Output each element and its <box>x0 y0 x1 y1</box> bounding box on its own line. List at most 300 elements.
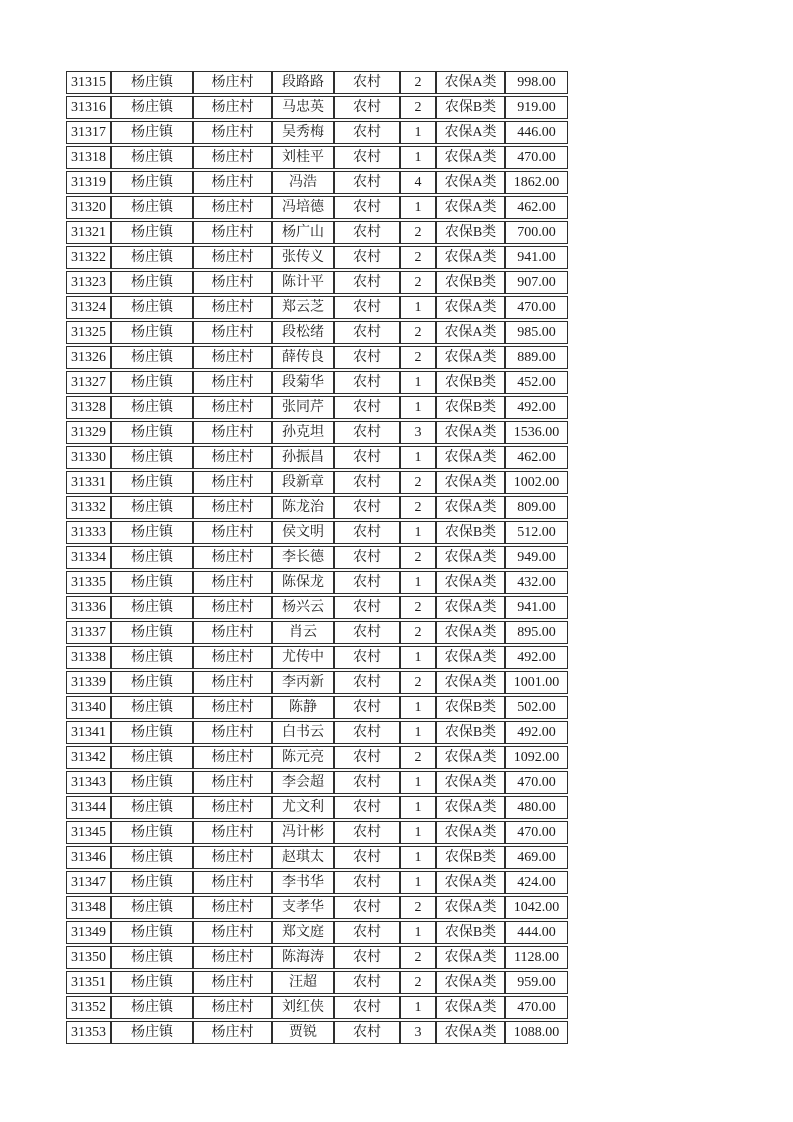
cell-area-type: 农村 <box>334 396 400 419</box>
cell-amount: 985.00 <box>505 321 568 344</box>
cell-town: 杨庄镇 <box>111 221 193 244</box>
cell-town: 杨庄镇 <box>111 246 193 269</box>
cell-name: 段路路 <box>272 71 334 94</box>
cell-village: 杨庄村 <box>193 221 272 244</box>
cell-area-type: 农村 <box>334 921 400 944</box>
cell-person-count: 1 <box>400 196 436 219</box>
cell-person-count: 1 <box>400 446 436 469</box>
table-row <box>66 996 568 1019</box>
cell-village: 杨庄村 <box>193 996 272 1019</box>
cell-person-count: 1 <box>400 121 436 144</box>
cell-town: 杨庄镇 <box>111 71 193 94</box>
cell-name: 陈元亮 <box>272 746 334 769</box>
cell-name: 杨兴云 <box>272 596 334 619</box>
cell-person-count: 1 <box>400 871 436 894</box>
cell-person-count: 2 <box>400 321 436 344</box>
table-row <box>66 621 568 644</box>
cell-insurance-class: 农保A类 <box>436 246 505 269</box>
cell-area-type: 农村 <box>334 671 400 694</box>
table-row <box>66 246 568 269</box>
cell-person-count: 2 <box>400 746 436 769</box>
cell-amount: 907.00 <box>505 271 568 294</box>
cell-area-type: 农村 <box>334 171 400 194</box>
cell-name: 段菊华 <box>272 371 334 394</box>
cell-record-id: 31328 <box>66 396 111 419</box>
cell-amount: 480.00 <box>505 796 568 819</box>
cell-village: 杨庄村 <box>193 271 272 294</box>
cell-insurance-class: 农保B类 <box>436 271 505 294</box>
cell-person-count: 2 <box>400 946 436 969</box>
table-row <box>66 296 568 319</box>
cell-village: 杨庄村 <box>193 71 272 94</box>
cell-insurance-class: 农保A类 <box>436 746 505 769</box>
cell-amount: 1862.00 <box>505 171 568 194</box>
table-row <box>66 396 568 419</box>
cell-insurance-class: 农保A类 <box>436 1021 505 1044</box>
cell-insurance-class: 农保A类 <box>436 571 505 594</box>
cell-insurance-class: 农保A类 <box>436 471 505 494</box>
cell-village: 杨庄村 <box>193 521 272 544</box>
cell-insurance-class: 农保A类 <box>436 296 505 319</box>
cell-insurance-class: 农保A类 <box>436 871 505 894</box>
cell-person-count: 2 <box>400 621 436 644</box>
cell-village: 杨庄村 <box>193 846 272 869</box>
cell-record-id: 31347 <box>66 871 111 894</box>
cell-insurance-class: 农保A类 <box>436 196 505 219</box>
cell-insurance-class: 农保A类 <box>436 421 505 444</box>
cell-amount: 462.00 <box>505 196 568 219</box>
cell-record-id: 31338 <box>66 646 111 669</box>
table-row <box>66 321 568 344</box>
cell-name: 孙振昌 <box>272 446 334 469</box>
cell-area-type: 农村 <box>334 646 400 669</box>
cell-town: 杨庄镇 <box>111 271 193 294</box>
cell-name: 支孝华 <box>272 896 334 919</box>
cell-insurance-class: 农保A类 <box>436 596 505 619</box>
cell-name: 郑云芝 <box>272 296 334 319</box>
table-row <box>66 521 568 544</box>
cell-town: 杨庄镇 <box>111 646 193 669</box>
cell-name: 冯浩 <box>272 171 334 194</box>
cell-person-count: 2 <box>400 596 436 619</box>
cell-town: 杨庄镇 <box>111 396 193 419</box>
cell-area-type: 农村 <box>334 271 400 294</box>
cell-amount: 470.00 <box>505 146 568 169</box>
table-row <box>66 821 568 844</box>
cell-insurance-class: 农保A类 <box>436 821 505 844</box>
cell-village: 杨庄村 <box>193 421 272 444</box>
cell-town: 杨庄镇 <box>111 596 193 619</box>
cell-insurance-class: 农保B类 <box>436 96 505 119</box>
cell-village: 杨庄村 <box>193 296 272 319</box>
cell-town: 杨庄镇 <box>111 471 193 494</box>
cell-town: 杨庄镇 <box>111 671 193 694</box>
cell-person-count: 2 <box>400 346 436 369</box>
cell-town: 杨庄镇 <box>111 546 193 569</box>
cell-record-id: 31317 <box>66 121 111 144</box>
cell-name: 陈静 <box>272 696 334 719</box>
cell-village: 杨庄村 <box>193 621 272 644</box>
cell-record-id: 31345 <box>66 821 111 844</box>
table-row <box>66 721 568 744</box>
table-row <box>66 71 568 94</box>
cell-insurance-class: 农保B类 <box>436 846 505 869</box>
cell-record-id: 31315 <box>66 71 111 94</box>
cell-amount: 700.00 <box>505 221 568 244</box>
table-row <box>66 496 568 519</box>
cell-town: 杨庄镇 <box>111 171 193 194</box>
cell-town: 杨庄镇 <box>111 521 193 544</box>
cell-town: 杨庄镇 <box>111 846 193 869</box>
cell-insurance-class: 农保B类 <box>436 696 505 719</box>
cell-name: 段新章 <box>272 471 334 494</box>
cell-insurance-class: 农保A类 <box>436 771 505 794</box>
table-row <box>66 96 568 119</box>
cell-area-type: 农村 <box>334 71 400 94</box>
cell-name: 陈计平 <box>272 271 334 294</box>
cell-record-id: 31350 <box>66 946 111 969</box>
table-row <box>66 771 568 794</box>
cell-record-id: 31348 <box>66 896 111 919</box>
table-row <box>66 846 568 869</box>
cell-area-type: 农村 <box>334 571 400 594</box>
cell-town: 杨庄镇 <box>111 821 193 844</box>
cell-area-type: 农村 <box>334 971 400 994</box>
cell-name: 李长德 <box>272 546 334 569</box>
cell-person-count: 1 <box>400 371 436 394</box>
cell-amount: 462.00 <box>505 446 568 469</box>
cell-village: 杨庄村 <box>193 696 272 719</box>
cell-area-type: 农村 <box>334 96 400 119</box>
cell-record-id: 31318 <box>66 146 111 169</box>
table-row <box>66 221 568 244</box>
cell-amount: 941.00 <box>505 596 568 619</box>
cell-village: 杨庄村 <box>193 671 272 694</box>
cell-town: 杨庄镇 <box>111 196 193 219</box>
cell-village: 杨庄村 <box>193 571 272 594</box>
payment-table <box>66 69 568 1046</box>
cell-record-id: 31326 <box>66 346 111 369</box>
cell-record-id: 31327 <box>66 371 111 394</box>
cell-town: 杨庄镇 <box>111 696 193 719</box>
cell-village: 杨庄村 <box>193 746 272 769</box>
cell-insurance-class: 农保A类 <box>436 446 505 469</box>
cell-village: 杨庄村 <box>193 446 272 469</box>
cell-insurance-class: 农保A类 <box>436 121 505 144</box>
cell-town: 杨庄镇 <box>111 771 193 794</box>
cell-village: 杨庄村 <box>193 771 272 794</box>
cell-name: 汪超 <box>272 971 334 994</box>
cell-village: 杨庄村 <box>193 971 272 994</box>
cell-name: 张传义 <box>272 246 334 269</box>
cell-person-count: 1 <box>400 721 436 744</box>
table-row <box>66 1021 568 1044</box>
cell-area-type: 农村 <box>334 521 400 544</box>
table-row <box>66 896 568 919</box>
cell-area-type: 农村 <box>334 346 400 369</box>
cell-amount: 919.00 <box>505 96 568 119</box>
cell-record-id: 31320 <box>66 196 111 219</box>
cell-name: 陈海涛 <box>272 946 334 969</box>
cell-person-count: 1 <box>400 771 436 794</box>
cell-village: 杨庄村 <box>193 896 272 919</box>
cell-village: 杨庄村 <box>193 871 272 894</box>
cell-name: 冯计彬 <box>272 821 334 844</box>
cell-person-count: 1 <box>400 571 436 594</box>
cell-amount: 1042.00 <box>505 896 568 919</box>
cell-record-id: 31325 <box>66 321 111 344</box>
cell-town: 杨庄镇 <box>111 746 193 769</box>
cell-insurance-class: 农保A类 <box>436 171 505 194</box>
cell-town: 杨庄镇 <box>111 496 193 519</box>
cell-town: 杨庄镇 <box>111 946 193 969</box>
cell-village: 杨庄村 <box>193 346 272 369</box>
table-row <box>66 146 568 169</box>
cell-name: 孙克坦 <box>272 421 334 444</box>
table-row <box>66 946 568 969</box>
cell-record-id: 31351 <box>66 971 111 994</box>
cell-name: 李会超 <box>272 771 334 794</box>
cell-amount: 809.00 <box>505 496 568 519</box>
cell-name: 肖云 <box>272 621 334 644</box>
cell-record-id: 31344 <box>66 796 111 819</box>
cell-amount: 492.00 <box>505 721 568 744</box>
cell-name: 冯培德 <box>272 196 334 219</box>
cell-name: 白书云 <box>272 721 334 744</box>
cell-amount: 1128.00 <box>505 946 568 969</box>
cell-village: 杨庄村 <box>193 646 272 669</box>
cell-person-count: 2 <box>400 71 436 94</box>
cell-amount: 949.00 <box>505 546 568 569</box>
cell-record-id: 31349 <box>66 921 111 944</box>
cell-village: 杨庄村 <box>193 396 272 419</box>
cell-person-count: 1 <box>400 646 436 669</box>
table-row <box>66 671 568 694</box>
cell-record-id: 31321 <box>66 221 111 244</box>
cell-amount: 470.00 <box>505 296 568 319</box>
cell-town: 杨庄镇 <box>111 421 193 444</box>
cell-area-type: 农村 <box>334 496 400 519</box>
table-row <box>66 346 568 369</box>
cell-amount: 1536.00 <box>505 421 568 444</box>
cell-person-count: 2 <box>400 671 436 694</box>
cell-village: 杨庄村 <box>193 921 272 944</box>
cell-person-count: 1 <box>400 796 436 819</box>
cell-name: 尤传中 <box>272 646 334 669</box>
cell-amount: 444.00 <box>505 921 568 944</box>
cell-name: 郑文庭 <box>272 921 334 944</box>
table-row <box>66 696 568 719</box>
cell-amount: 432.00 <box>505 571 568 594</box>
cell-insurance-class: 农保B类 <box>436 721 505 744</box>
cell-amount: 470.00 <box>505 996 568 1019</box>
cell-person-count: 2 <box>400 96 436 119</box>
cell-record-id: 31342 <box>66 746 111 769</box>
cell-area-type: 农村 <box>334 721 400 744</box>
cell-amount: 424.00 <box>505 871 568 894</box>
cell-insurance-class: 农保B类 <box>436 921 505 944</box>
cell-town: 杨庄镇 <box>111 796 193 819</box>
cell-town: 杨庄镇 <box>111 721 193 744</box>
table-row <box>66 571 568 594</box>
cell-village: 杨庄村 <box>193 371 272 394</box>
table-row <box>66 421 568 444</box>
cell-person-count: 1 <box>400 821 436 844</box>
cell-person-count: 2 <box>400 896 436 919</box>
cell-town: 杨庄镇 <box>111 871 193 894</box>
cell-amount: 1002.00 <box>505 471 568 494</box>
cell-area-type: 农村 <box>334 371 400 394</box>
cell-record-id: 31316 <box>66 96 111 119</box>
cell-village: 杨庄村 <box>193 596 272 619</box>
cell-village: 杨庄村 <box>193 196 272 219</box>
cell-person-count: 1 <box>400 146 436 169</box>
cell-name: 杨广山 <box>272 221 334 244</box>
cell-village: 杨庄村 <box>193 246 272 269</box>
cell-area-type: 农村 <box>334 421 400 444</box>
cell-amount: 889.00 <box>505 346 568 369</box>
cell-town: 杨庄镇 <box>111 996 193 1019</box>
cell-town: 杨庄镇 <box>111 621 193 644</box>
cell-village: 杨庄村 <box>193 321 272 344</box>
table-row <box>66 446 568 469</box>
cell-name: 陈龙治 <box>272 496 334 519</box>
cell-town: 杨庄镇 <box>111 121 193 144</box>
cell-name: 刘红侠 <box>272 996 334 1019</box>
cell-village: 杨庄村 <box>193 96 272 119</box>
cell-amount: 941.00 <box>505 246 568 269</box>
cell-village: 杨庄村 <box>193 471 272 494</box>
cell-insurance-class: 农保B类 <box>436 396 505 419</box>
cell-village: 杨庄村 <box>193 496 272 519</box>
table-row <box>66 646 568 669</box>
cell-amount: 492.00 <box>505 396 568 419</box>
cell-insurance-class: 农保A类 <box>436 146 505 169</box>
cell-name: 尤文利 <box>272 796 334 819</box>
cell-area-type: 农村 <box>334 296 400 319</box>
cell-village: 杨庄村 <box>193 946 272 969</box>
cell-area-type: 农村 <box>334 696 400 719</box>
cell-person-count: 2 <box>400 546 436 569</box>
cell-name: 李书华 <box>272 871 334 894</box>
cell-amount: 452.00 <box>505 371 568 394</box>
cell-insurance-class: 农保A类 <box>436 346 505 369</box>
cell-name: 贾锐 <box>272 1021 334 1044</box>
cell-area-type: 农村 <box>334 221 400 244</box>
cell-town: 杨庄镇 <box>111 146 193 169</box>
cell-person-count: 2 <box>400 971 436 994</box>
cell-amount: 1001.00 <box>505 671 568 694</box>
cell-area-type: 农村 <box>334 246 400 269</box>
cell-area-type: 农村 <box>334 546 400 569</box>
cell-area-type: 农村 <box>334 196 400 219</box>
cell-person-count: 1 <box>400 296 436 319</box>
cell-area-type: 农村 <box>334 121 400 144</box>
cell-town: 杨庄镇 <box>111 321 193 344</box>
table-row <box>66 596 568 619</box>
cell-name: 吴秀梅 <box>272 121 334 144</box>
cell-insurance-class: 农保B类 <box>436 521 505 544</box>
cell-name: 张同芹 <box>272 396 334 419</box>
cell-insurance-class: 农保A类 <box>436 496 505 519</box>
cell-person-count: 1 <box>400 921 436 944</box>
cell-town: 杨庄镇 <box>111 571 193 594</box>
cell-person-count: 2 <box>400 221 436 244</box>
cell-area-type: 农村 <box>334 596 400 619</box>
cell-amount: 1088.00 <box>505 1021 568 1044</box>
cell-area-type: 农村 <box>334 771 400 794</box>
cell-amount: 959.00 <box>505 971 568 994</box>
cell-area-type: 农村 <box>334 896 400 919</box>
cell-record-id: 31322 <box>66 246 111 269</box>
cell-record-id: 31330 <box>66 446 111 469</box>
cell-amount: 492.00 <box>505 646 568 669</box>
cell-record-id: 31324 <box>66 296 111 319</box>
cell-record-id: 31340 <box>66 696 111 719</box>
cell-person-count: 1 <box>400 696 436 719</box>
cell-amount: 895.00 <box>505 621 568 644</box>
cell-person-count: 3 <box>400 421 436 444</box>
cell-town: 杨庄镇 <box>111 921 193 944</box>
cell-person-count: 1 <box>400 996 436 1019</box>
cell-person-count: 4 <box>400 171 436 194</box>
cell-record-id: 31336 <box>66 596 111 619</box>
cell-insurance-class: 农保A类 <box>436 321 505 344</box>
cell-record-id: 31341 <box>66 721 111 744</box>
cell-insurance-class: 农保A类 <box>436 896 505 919</box>
cell-area-type: 农村 <box>334 471 400 494</box>
cell-village: 杨庄村 <box>193 796 272 819</box>
cell-person-count: 3 <box>400 1021 436 1044</box>
cell-record-id: 31319 <box>66 171 111 194</box>
cell-name: 侯文明 <box>272 521 334 544</box>
cell-record-id: 31339 <box>66 671 111 694</box>
table-row <box>66 746 568 769</box>
cell-record-id: 31337 <box>66 621 111 644</box>
cell-name: 陈保龙 <box>272 571 334 594</box>
table-row <box>66 271 568 294</box>
cell-name: 刘桂平 <box>272 146 334 169</box>
payment-table-body <box>66 71 568 1044</box>
cell-record-id: 31352 <box>66 996 111 1019</box>
cell-record-id: 31353 <box>66 1021 111 1044</box>
cell-record-id: 31346 <box>66 846 111 869</box>
cell-area-type: 农村 <box>334 146 400 169</box>
cell-amount: 469.00 <box>505 846 568 869</box>
cell-record-id: 31331 <box>66 471 111 494</box>
table-row <box>66 171 568 194</box>
cell-insurance-class: 农保B类 <box>436 221 505 244</box>
cell-amount: 1092.00 <box>505 746 568 769</box>
cell-village: 杨庄村 <box>193 546 272 569</box>
cell-town: 杨庄镇 <box>111 296 193 319</box>
cell-village: 杨庄村 <box>193 721 272 744</box>
cell-name: 李丙新 <box>272 671 334 694</box>
cell-person-count: 1 <box>400 521 436 544</box>
cell-person-count: 1 <box>400 396 436 419</box>
cell-amount: 470.00 <box>505 771 568 794</box>
cell-town: 杨庄镇 <box>111 1021 193 1044</box>
cell-record-id: 31343 <box>66 771 111 794</box>
table-row <box>66 121 568 144</box>
cell-town: 杨庄镇 <box>111 371 193 394</box>
cell-record-id: 31332 <box>66 496 111 519</box>
cell-name: 段松绪 <box>272 321 334 344</box>
cell-area-type: 农村 <box>334 796 400 819</box>
cell-insurance-class: 农保A类 <box>436 796 505 819</box>
cell-village: 杨庄村 <box>193 1021 272 1044</box>
table-row <box>66 796 568 819</box>
